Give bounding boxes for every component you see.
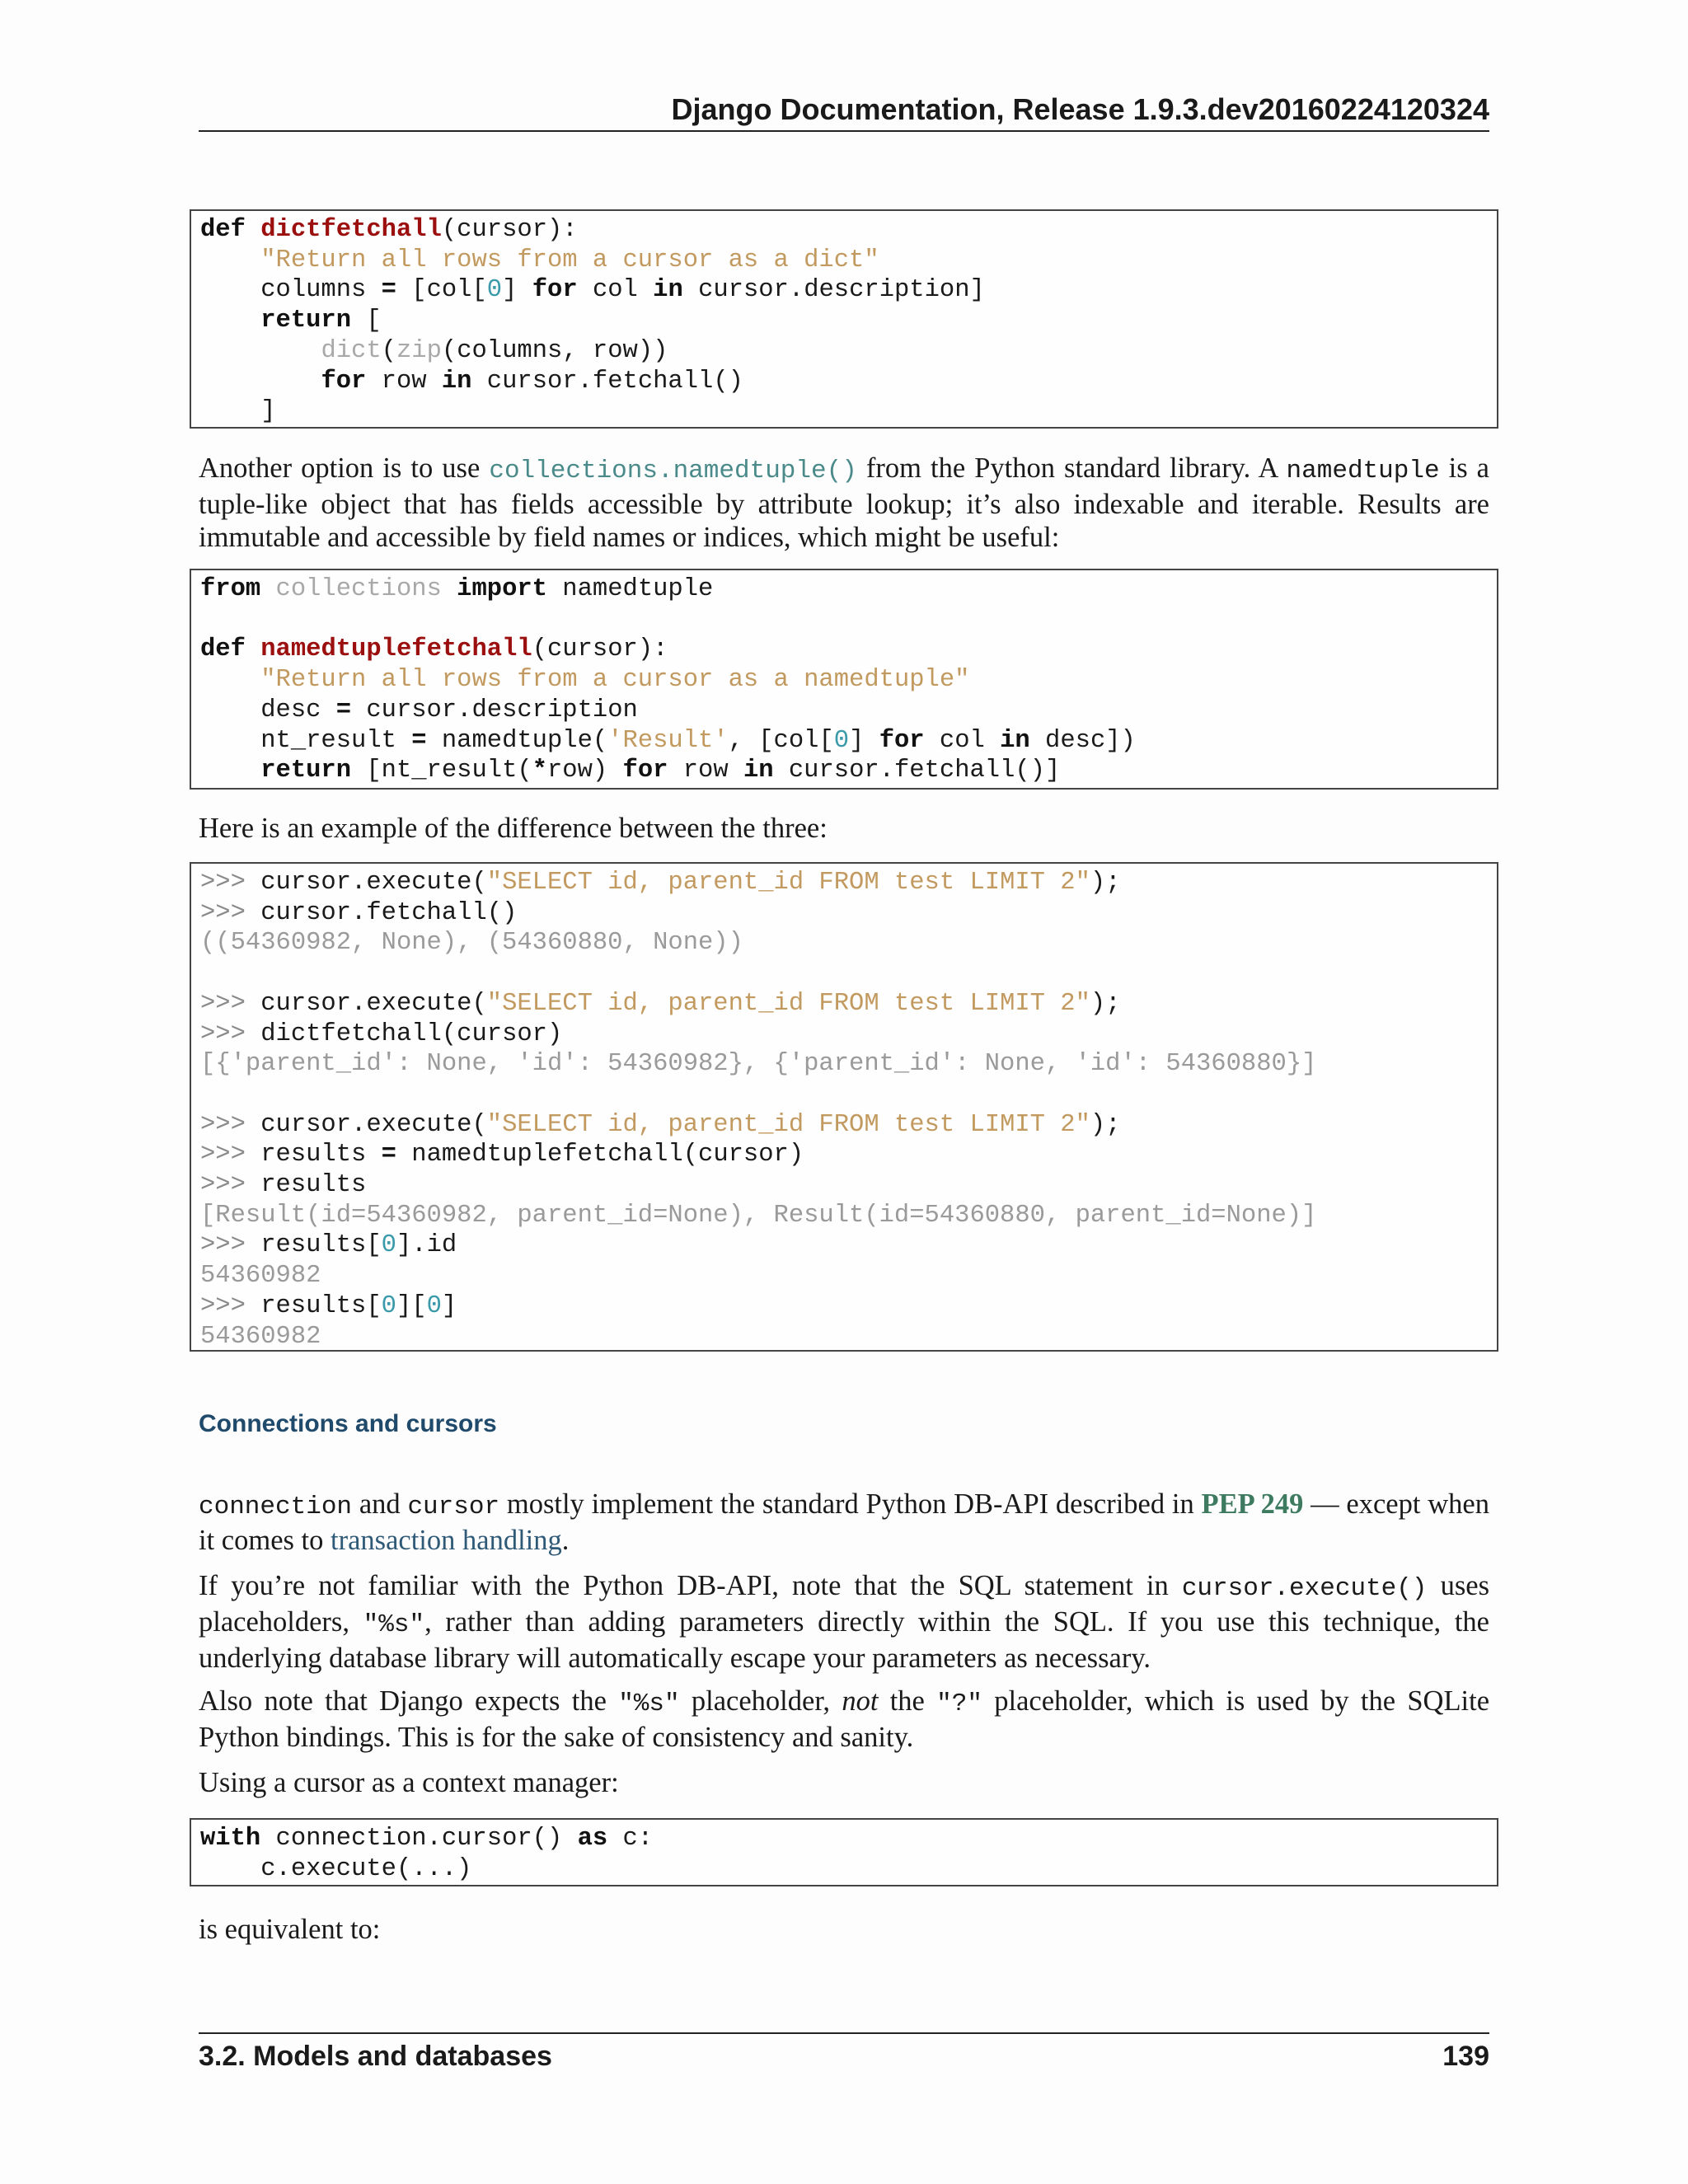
page-header	[199, 89, 1489, 132]
page-footer	[199, 2032, 1489, 2073]
code-block-namedtuplefetchall: from collections import namedtuple def namedtuplefetchall(cursor): "Return all rows from a cursor as a namedtuple" desc = cursor.description nt_result = namedtuple('Result', [col[0] for col in desc]) return [nt_result(*row) for row in cursor.fetchall()]	[190, 569, 1498, 790]
page-number: 139	[1442, 2041, 1489, 2072]
function-name: namedtuplefetchall	[260, 635, 532, 664]
code-block-dictfetchall: def dictfetchall(cursor): "Return all rows from a cursor as a dict" columns = [col[0] for col in cursor.description] return [ dict(zip(columns, row)) for row in cursor.fetchall() ]	[190, 209, 1498, 429]
code-block-context-manager: with connection.cursor() as c: c.execute(...)	[190, 1818, 1498, 1886]
namedtuple-xref-link[interactable]: collections.namedtuple()	[489, 457, 857, 485]
code-block-console-example: >>> cursor.execute("SELECT id, parent_id FROM test LIMIT 2"); >>> cursor.fetchall() ((54360982, None), (54360880, None)) >>> cursor.execute("SELECT id, parent_id FROM test LIMIT 2"); >>> dictfetchall(cursor) [{'parent_id': None, 'id': 54360982}, {'parent_id': None, 'id': 54360880}] >>> cursor.execute("SELECT id, parent_id FROM test LIMIT 2"); >>> results = namedtuplefetchall(cursor) >>> results [Result(id=54360982, parent_id=None), Result(id=54360880, parent_id=None)] >>> results[0].id 54360982 >>> results[0][0] 54360982	[190, 862, 1498, 1352]
section-heading: Connections and cursors	[199, 1410, 497, 1437]
transaction-handling-link[interactable]: transaction handling	[331, 1525, 562, 1556]
paragraph-dbapi: If you’re not familiar with the Python DB-API, note that the SQL statement in cursor.execute() uses placeholders, "%s", rather than adding parameters directly within the SQL. If you use this technique, the underlying database library will automatically escape your parameters as necessary.	[199, 1570, 1490, 1674]
pep-249-link[interactable]: PEP 249	[1201, 1488, 1304, 1520]
paragraph-context-manager: Using a cursor as a context manager:	[199, 1767, 619, 1798]
doc-title: Django Documentation, Release 1.9.3.dev20160224120324	[671, 92, 1489, 126]
function-name: dictfetchall	[260, 216, 442, 244]
paragraph-placeholder: Also note that Django expects the "%s" placeholder, not the "?" placeholder, which is used by the SQLite Python bindings. This is for the sake of consistency and sanity.	[199, 1685, 1490, 1753]
paragraph-equivalent: is equivalent to:	[199, 1914, 381, 1945]
footer-section: 3.2. Models and databases	[199, 2041, 552, 2072]
paragraph-connections: connection and cursor mostly implement the standard Python DB-API described in PEP 249 — except when it comes to transaction handling.	[199, 1488, 1489, 1556]
paragraph-namedtuple: Another option is to use collections.namedtuple() from the Python standard library. A namedtuple is a tuple-like object that has fields accessible by attribute lookup; it’s also indexable and iterable. Results are immutable and accessible by field names or indices, which might be useful:	[199, 452, 1489, 553]
paragraph-example: Here is an example of the difference between the three:	[199, 813, 828, 844]
